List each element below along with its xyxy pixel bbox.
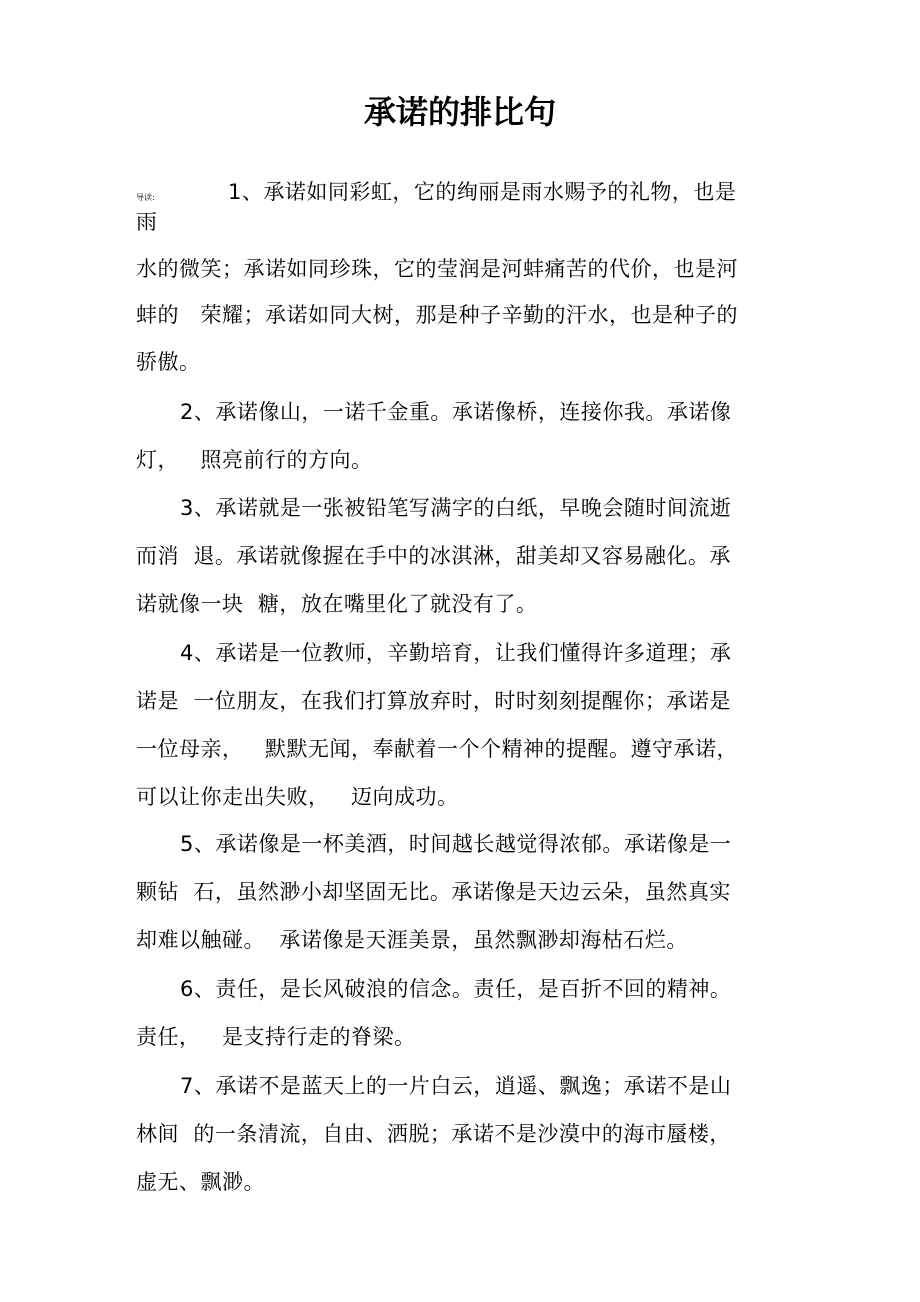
paragraph-line: 可以让你走出失败， 迈向成功。 [136,785,459,809]
paragraph-line: 6、责任，是长风破浪的信念。责任，是百折不回的精神。 [180,977,732,1001]
paragraph-line: 却难以触碰。 承诺像是天涯美景，虽然飘渺却海枯石烂。 [136,928,688,952]
paragraph-line: 5、承诺像是一杯美酒，时间越长越觉得浓郁。承诺像是一 [180,832,732,856]
paragraph-line: 诺是 一位朋友，在我们打算放弃时，时时刻刻提醒你；承诺是 [136,689,731,713]
paragraph-line: 3、承诺就是一张被铅笔写满字的白纸，早晚会随时间流逝 [180,496,732,520]
paragraph-line: 责任， 是支持行走的脊梁。 [136,1025,416,1049]
document-title: 承诺的排比句 [363,93,556,131]
paragraph-line: 颗钻 石，虽然渺小却坚固无比。承诺像是天边云朵，虽然真实 [136,880,731,904]
paragraph-line: 一位母亲， 默默无闻，奉献着一个个精神的提醒。遵守承诺， [136,737,739,761]
guide-label: 导读: [136,193,155,202]
paragraph-line: 2、承诺像山，一诺千金重。承诺像桥，连接你我。承诺像 [180,400,732,424]
paragraph-line: 虚无、飘渺。 [136,1170,265,1194]
paragraph-line: 雨 [136,210,158,234]
paragraph-line: 骄傲。 [136,350,201,374]
paragraph-line: 而消 退。承诺就像握在手中的冰淇淋，甜美却又容易融化。承 [136,544,731,568]
paragraph-line: 灯， 照亮前行的方向。 [136,448,373,472]
paragraph-line: 1、承诺如同彩虹，它的绚丽是雨水赐予的礼物，也是 [228,180,737,204]
paragraph-line: 诺就像一块 糖，放在嘴里化了就没有了。 [136,592,538,616]
paragraph-line: 林间 的一条清流，自由、洒脱；承诺不是沙漠中的海市蜃楼， [136,1122,731,1146]
paragraph-line: 蚌的 荣耀；承诺如同大树，那是种子辛勤的汗水，也是种子的 [136,303,739,327]
paragraph-line: 7、承诺不是蓝天上的一片白云，逍遥、飘逸；承诺不是山 [180,1074,732,1098]
paragraph-line: 4、承诺是一位教师，辛勤培育，让我们懂得许多道理；承 [180,641,732,665]
paragraph-line: 水的微笑；承诺如同珍珠，它的莹润是河蚌痛苦的代价，也是河 [136,257,738,281]
